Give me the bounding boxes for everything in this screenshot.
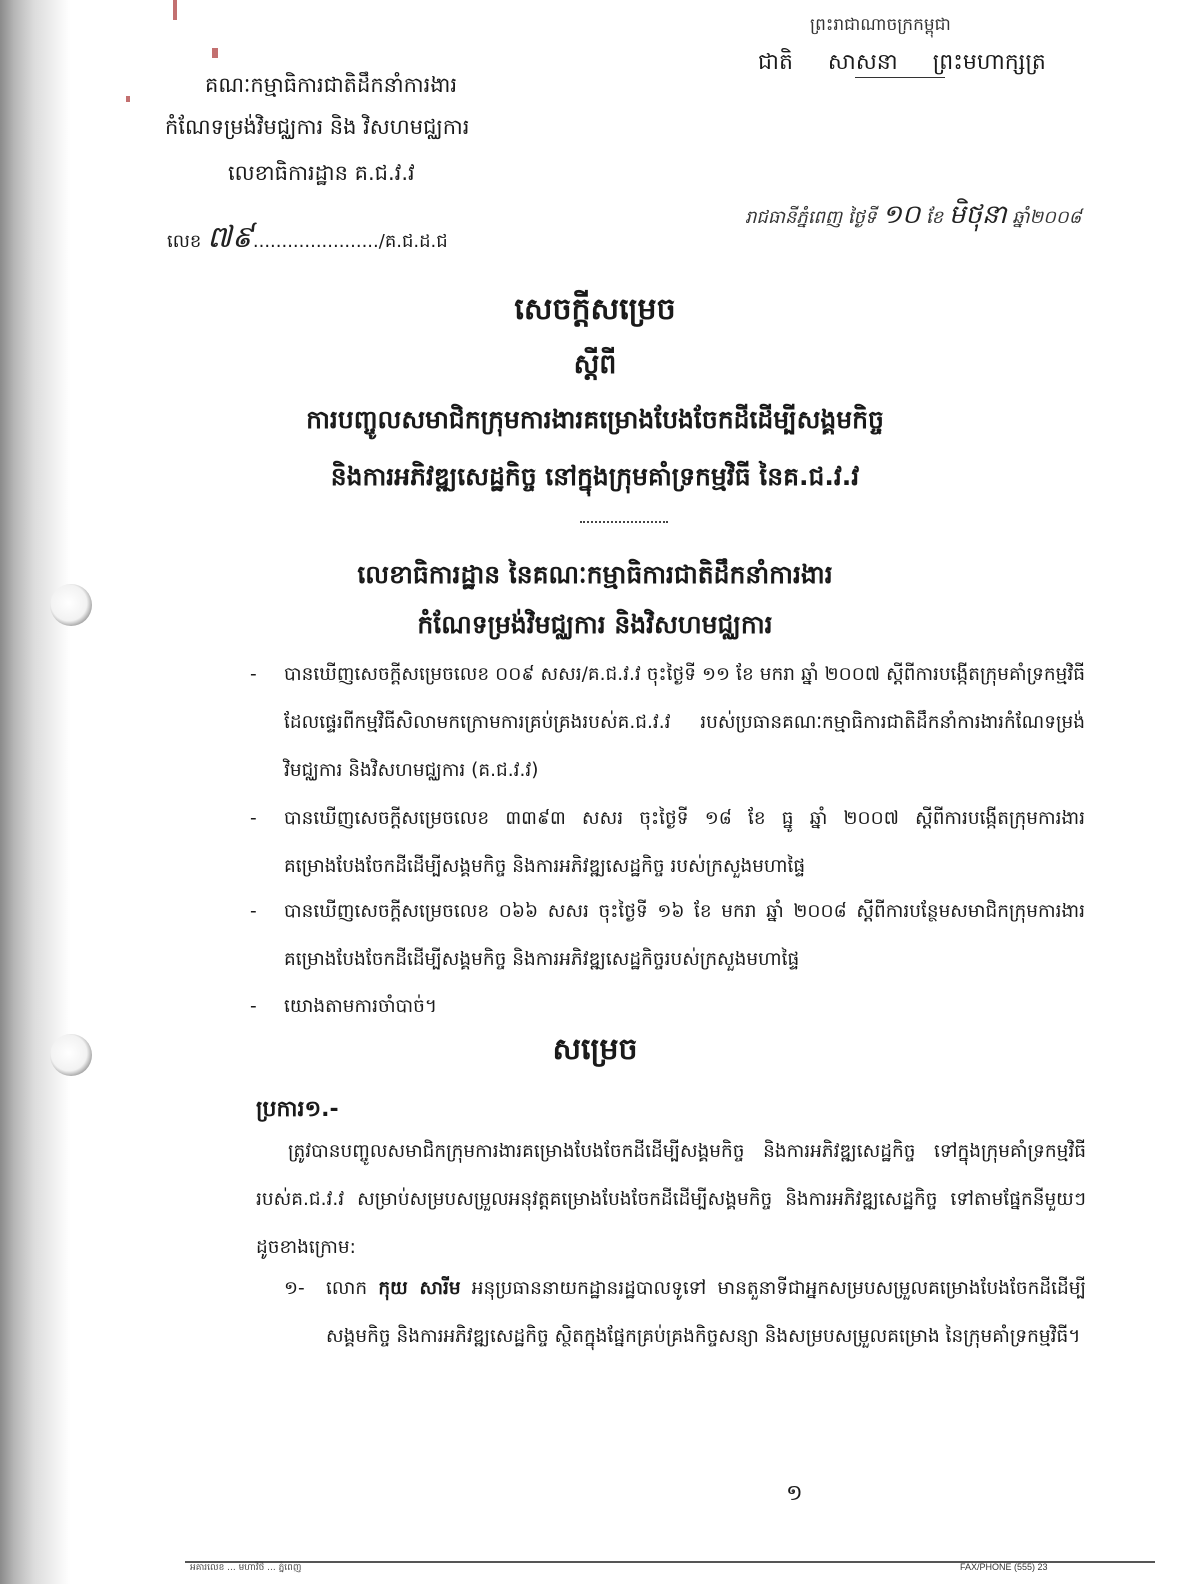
issuer-line-2: កំណែទម្រង់វិមជ្ឈការ និងវិសហមជ្ឈការ: [417, 610, 773, 639]
date-month: មិថុនា: [948, 200, 1007, 230]
citation-text: បានឃើញសេចក្តីសម្រេចលេខ ០៦៦ សសរ ចុះថ្ងៃទី ១៦ ខែ មករា ឆ្នាំ ២០០៨ ស្តីពីការបន្ថែមសមាជិកក្រុមការងារគម្រោងបែងចែកដីដើម្បីសង្គមកិច្ច និងការអភិវឌ្ឍសេដ្ឋកិច្ចរបស់ក្រសួងមហាផ្ទៃ: [284, 901, 1085, 970]
title-divider: [580, 521, 668, 523]
decision-heading: សម្រេច: [552, 1032, 638, 1067]
page-number: ១: [786, 1481, 803, 1506]
citation-text: យោងតាមការចាំបាច់។: [284, 996, 438, 1017]
ink-speck: [126, 96, 130, 102]
article-1-heading: ប្រការ១.-: [256, 1097, 339, 1122]
org-line-3: លេខាធិការដ្ឋាន គ.ជ.វ.វ: [228, 161, 415, 185]
about-heading: ស្តីពី: [573, 349, 617, 380]
issuer-line-1: លេខាធិការដ្ឋាន នៃគណៈកម្មាធិការជាតិដឹកនាំការងារ: [357, 560, 833, 589]
date-year: ឆ្នាំ២០០៨: [1012, 207, 1082, 228]
date-month-label: ខែ: [925, 207, 944, 228]
date-prefix: រាជធានីភ្នំពេញ ថ្ងៃទី: [745, 207, 877, 228]
document-date: [745, 198, 1081, 236]
document-number: [167, 218, 448, 262]
footer-text: អគារលេខ ... មហាវិថី ... ភ្នំពេញ: [190, 1563, 302, 1573]
item-text: [326, 1265, 1086, 1361]
member-item: [284, 1265, 1086, 1361]
subject-line-1: ការបញ្ចូលសមាជិកក្រុមការងារគម្រោងបែងចែកដីដើម្បីសង្គមកិច្ច: [306, 405, 884, 434]
bullet-dash: -: [250, 901, 257, 922]
document-title: សេចក្តីសម្រេច: [514, 292, 676, 327]
ink-speck: [212, 48, 218, 58]
item-description: អនុប្រធាននាយកដ្ឋានរដ្ឋបាលទូទៅ មានតួនាទីជាអ្នកសម្របសម្រួលគម្រោងបែងចែកដីដើម្បីសង្គមកិច្ច និងការអភិវឌ្ឍសេដ្ឋកិច្ច ស្ថិតក្នុងផ្នែកគ្រប់គ្រងកិច្ចសន្យា និងសម្របសម្រួលគម្រោង នៃក្រុមគាំទ្រកម្មវិធី។: [326, 1278, 1086, 1347]
citation-text: បានឃើញសេចក្តីសម្រេចលេខ ០០៩ សសរ/គ.ជ.វ.វ ចុះថ្ងៃទី ១១ ខែ មករា ឆ្នាំ ២០០៧ ស្តីពីការបង្កើតក្រុមគាំទ្រកម្មវិធី ដែលផ្ទេរពីកម្មវិធីសិលាមកក្រោមការគ្រប់គ្រងរបស់គ.ជ.វ.វ របស់ប្រធានគណៈកម្មាធិការជាតិដឹកនាំការងារកំណែទម្រង់វិមជ្ឈការ និងវិសហមជ្ឈការ (គ.ជ.វ.វ): [284, 664, 1085, 781]
number-dots: ......................: [252, 231, 379, 252]
number-prefix: លេខ: [167, 231, 202, 252]
number-suffix: /គ.ជ.ដ.ជ: [378, 231, 448, 252]
national-motto: ជាតិ សាសនា ព្រះមហាក្សត្រ: [758, 50, 1046, 75]
motto-underline: [855, 77, 945, 78]
article-1-text: ត្រូវបានបញ្ចូលសមាជិកក្រុមការងារគម្រោងបែងចែកដីដើម្បីសង្គមកិច្ច និងការអភិវឌ្ឍសេដ្ឋកិច្ច ទៅក្នុងក្រុមគាំទ្រកម្មវិធី របស់គ.ជ.វ.វ សម្រាប់សម្របសម្រួលអនុវត្តគម្រោងបែងចែកដីដើម្បីសង្គមកិច្ច និងការអភិវឌ្ឍសេដ្ឋកិច្ច ទៅតាមផ្នែកនីមួយៗ ដូចខាងក្រោម:: [256, 1141, 1086, 1258]
bullet-dash: -: [250, 808, 257, 829]
org-line-2: កំណែទម្រង់វិមជ្ឈការ និង វិសហមជ្ឈការ: [165, 115, 470, 139]
citation-item: [250, 983, 1085, 1031]
ink-speck: [173, 0, 177, 20]
bullet-dash: -: [250, 996, 257, 1017]
citation-item: [250, 888, 1085, 984]
kingdom-line: ព្រះរាជាណាចក្រកម្ពុជា: [810, 15, 951, 35]
subject-line-2: និងការអភិវឌ្ឍសេដ្ឋកិច្ច នៅក្នុងក្រុមគាំទ្រកម្មវិធី នៃគ.ជ.វ.វ: [330, 462, 860, 491]
date-day: ១០: [882, 200, 921, 230]
citation-text: បានឃើញសេចក្តីសម្រេចលេខ ៣៣៩៣ សសរ ចុះថ្ងៃទី ១៨ ខែ ធ្នូ ឆ្នាំ ២០០៧ ស្តីពីការបង្កើតក្រុមការងារគម្រោងបែងចែកដីដើម្បីសង្គមកិច្ច និងការអភិវឌ្ឍសេដ្ឋកិច្ច របស់ក្រសួងមហាផ្ទៃ: [284, 808, 1085, 877]
item-number: ១-: [284, 1278, 305, 1299]
bullet-dash: -: [250, 664, 257, 685]
item-prefix: លោក: [326, 1278, 368, 1299]
citation-item: [250, 651, 1085, 795]
fax-header: FAX/PHONE (555) 23: [960, 1562, 1048, 1572]
member-name: កុយ សារីម: [378, 1278, 461, 1299]
citation-item: [250, 795, 1085, 891]
scan-left-shadow: [0, 0, 70, 1584]
number-value: ៧៩: [207, 220, 253, 255]
org-line-1: គណៈកម្មាធិការជាតិដឹកនាំការងារ: [205, 73, 457, 97]
